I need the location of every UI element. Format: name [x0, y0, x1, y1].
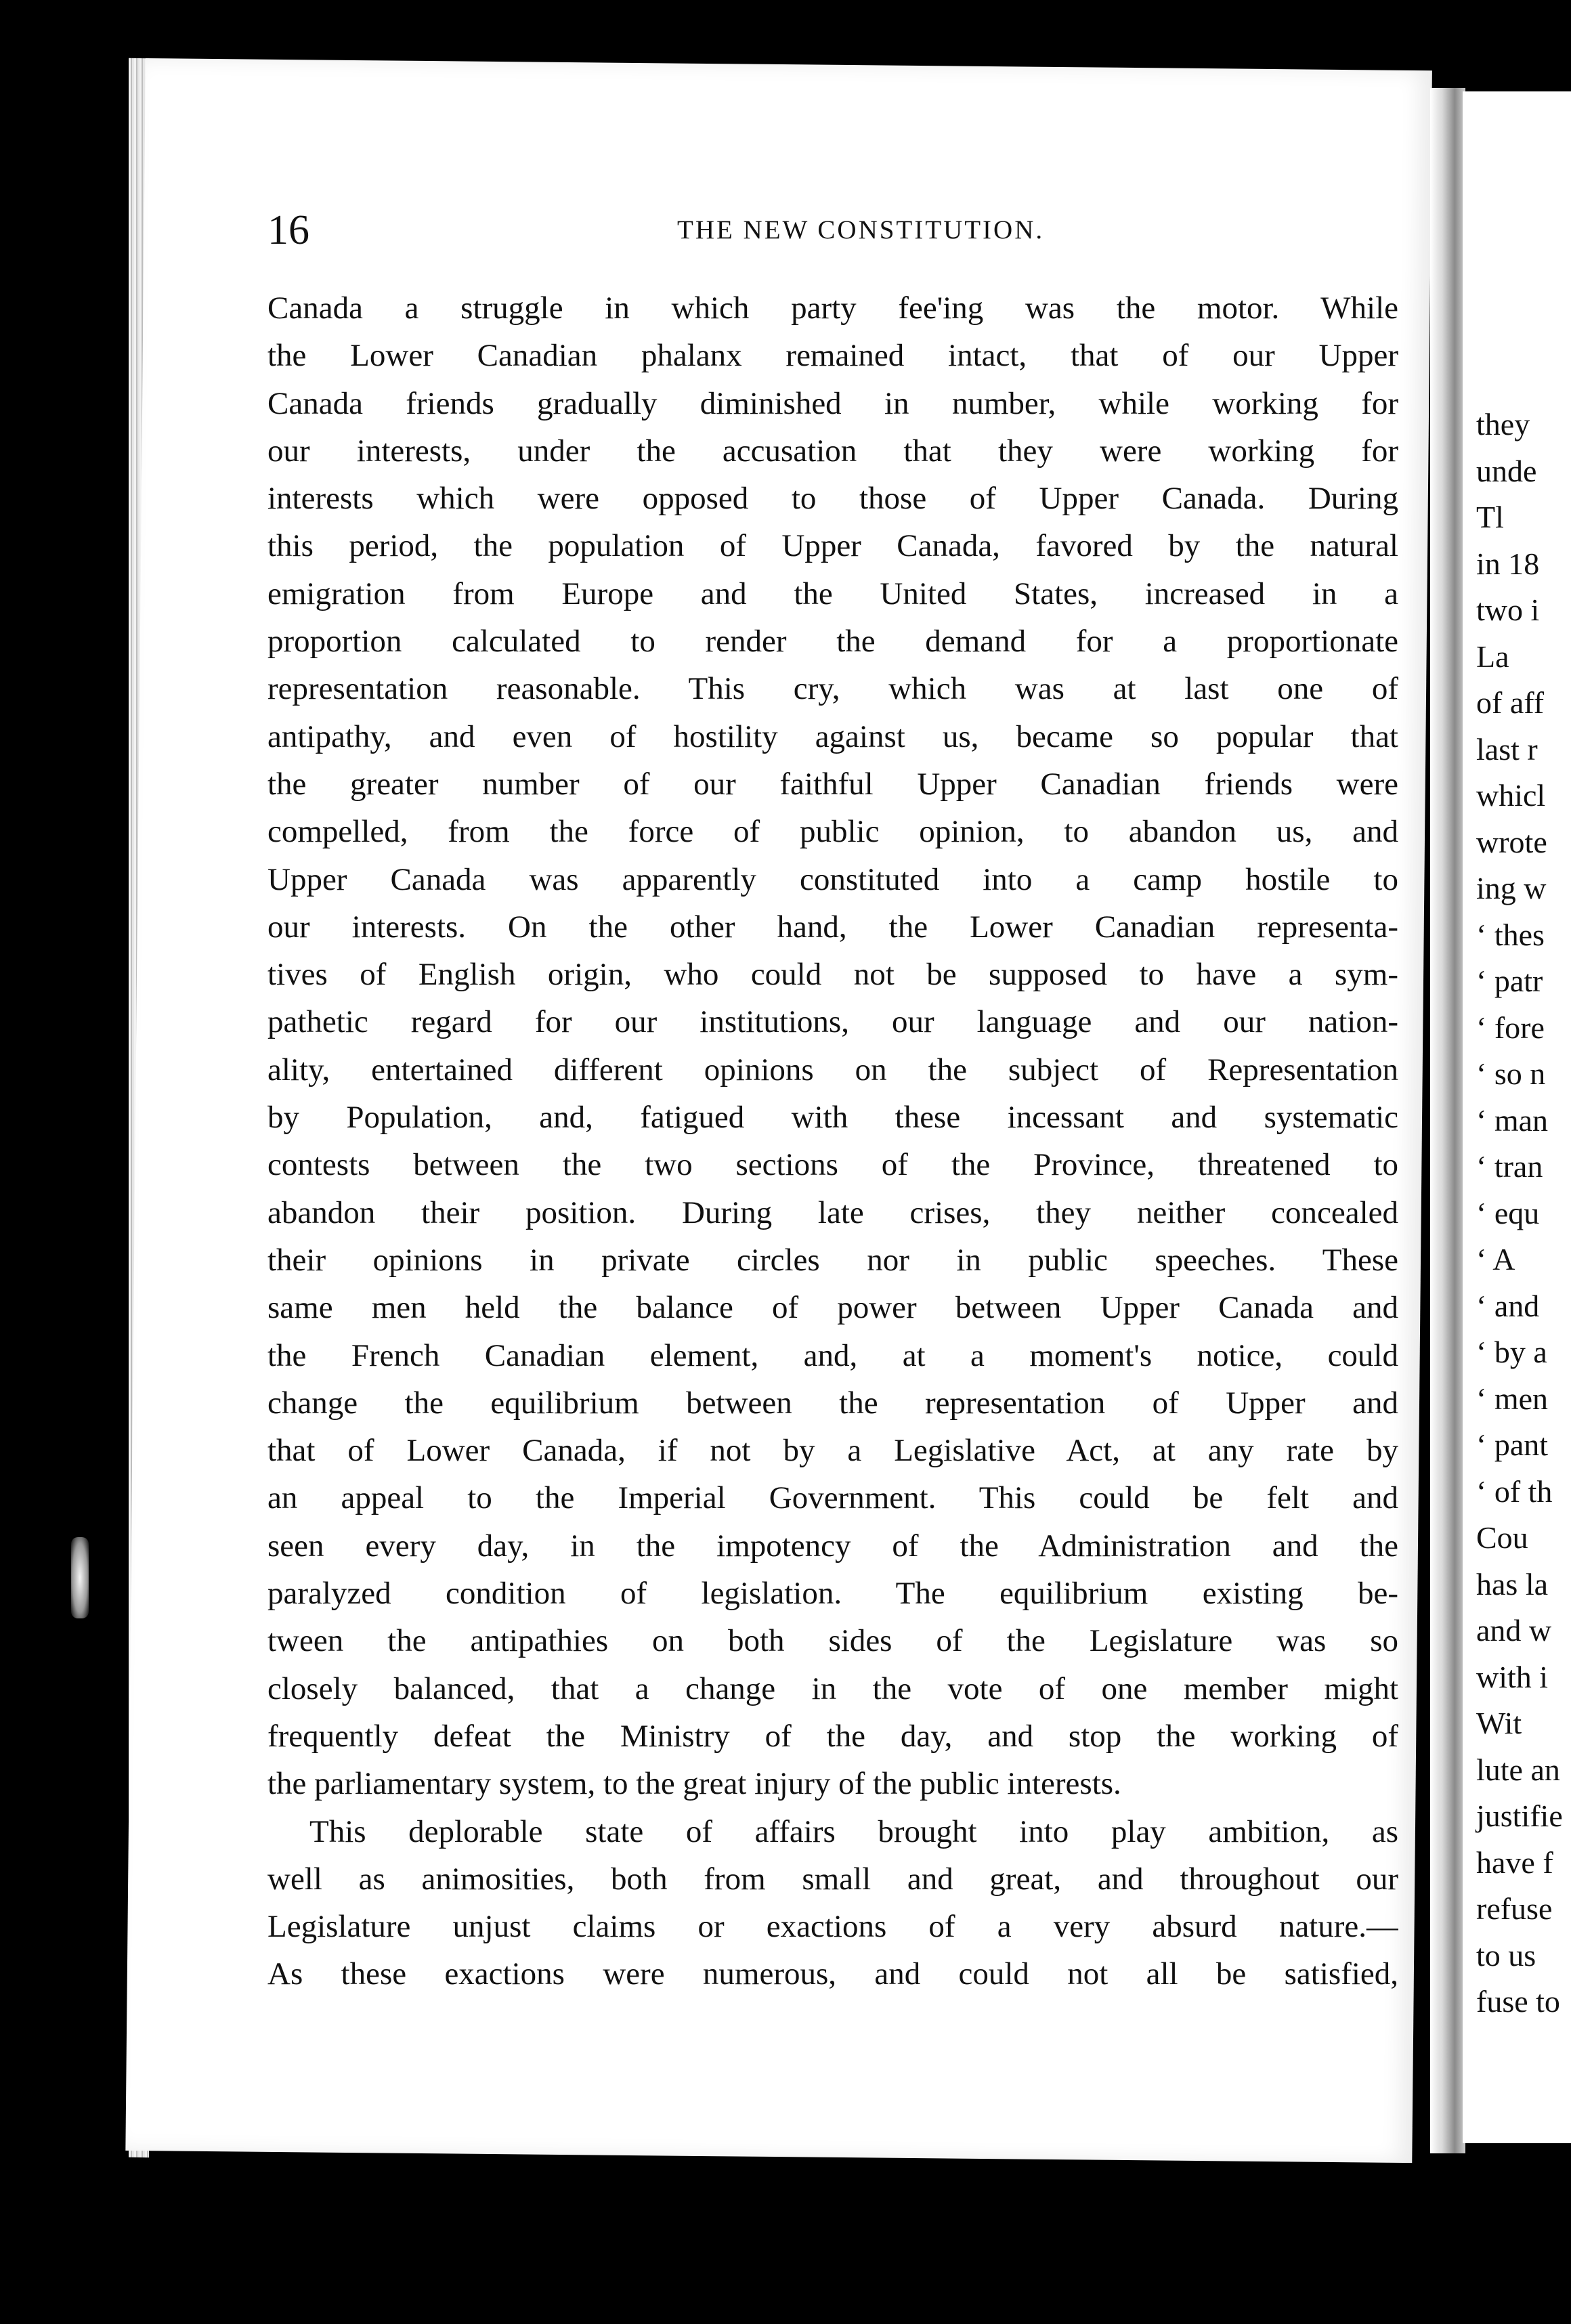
- text-line: ality, entertained different opinions on the subject of Representation: [267, 1052, 1398, 1088]
- text-line: Legislature unjust claims or exactions of a very absurd nature.—: [267, 1909, 1398, 1945]
- facing-page-line: justifie: [1476, 1799, 1563, 1833]
- text-line: that of Lower Canada, if not by a Legislative Act, at any rate by: [267, 1433, 1398, 1469]
- text-line: the greater number of our faithful Upper Canadian friends were: [267, 766, 1398, 802]
- text-line: Upper Canada was apparently constituted into a camp hostile to: [267, 861, 1398, 897]
- facing-page-line: La: [1476, 639, 1509, 674]
- text-line: change the equilibrium between the representation of Upper and: [267, 1385, 1398, 1421]
- text-line: the Lower Canadian phalanx remained intact, that of our Upper: [267, 338, 1398, 374]
- facing-page-line: ‘ man: [1476, 1102, 1549, 1138]
- facing-page-line: ‘ equ: [1476, 1195, 1540, 1230]
- facing-page-line: wrote: [1476, 824, 1547, 859]
- facing-page-line: two i: [1476, 593, 1540, 627]
- facing-page-line: Cou: [1476, 1520, 1528, 1555]
- facing-page-line: they: [1476, 407, 1530, 442]
- text-line: paralyzed condition of legislation. The equilibrium existing be-: [267, 1576, 1398, 1612]
- text-line: an appeal to the Imperial Government. This could be felt and: [267, 1480, 1398, 1516]
- facing-page: [1463, 91, 1571, 2143]
- facing-page-line: ‘ patr: [1476, 964, 1543, 998]
- book-gutter: [1430, 88, 1465, 2153]
- facing-page-line: ‘ by a: [1476, 1335, 1547, 1369]
- facing-page-line: ing w: [1476, 871, 1547, 905]
- facing-page-line: ‘ and: [1476, 1288, 1540, 1323]
- facing-page-line: have f: [1476, 1845, 1553, 1880]
- facing-page-line: and w: [1476, 1613, 1552, 1648]
- page-title: THE NEW CONSTITUTION.: [677, 215, 1045, 244]
- facing-page-line: ‘ of th: [1476, 1473, 1553, 1509]
- facing-page-line: in 18: [1476, 546, 1540, 581]
- facing-page-line: ‘ A: [1476, 1242, 1515, 1276]
- text-line: pathetic regard for our institutions, our language and our nation-: [267, 1004, 1398, 1040]
- facing-page-line: of aff: [1476, 685, 1545, 720]
- text-line: antipathy, and even of hostility against us, became so popular that: [267, 718, 1398, 754]
- facing-page-line: ‘ tran: [1476, 1149, 1543, 1184]
- text-line: by Population, and, fatigued with these incessant and systematic: [267, 1100, 1398, 1136]
- facing-page-line: unde: [1476, 453, 1537, 488]
- text-line: tween the antipathies on both sides of the Legislature was so: [267, 1623, 1398, 1659]
- text-line: the French Canadian element, and, at a moment's notice, could: [267, 1337, 1398, 1373]
- facing-page-line: refuse: [1476, 1891, 1553, 1926]
- facing-page-line: fuse to: [1476, 1984, 1560, 2019]
- running-head: [267, 203, 1419, 257]
- text-line: their opinions in private circles nor in public speeches. These: [267, 1242, 1398, 1278]
- text-line: seen every day, in the impotency of the Administration and the: [267, 1528, 1398, 1564]
- facing-page-line: whicl: [1476, 778, 1546, 813]
- text-line: closely balanced, that a change in the vote of one member might: [267, 1671, 1398, 1706]
- text-line: Canada friends gradually diminished in number, while working for: [267, 385, 1398, 421]
- body-text: [267, 284, 1398, 1998]
- binding-clip: [71, 1537, 89, 1618]
- text-line: interests which were opposed to those of Upper Canada. During: [267, 481, 1398, 517]
- text-line: contests between the two sections of the Province, threatened to: [267, 1147, 1398, 1183]
- text-line: Canada a struggle in which party fee'ing was the motor. While: [267, 290, 1398, 326]
- facing-page-line: Wit: [1476, 1706, 1522, 1740]
- text-line: our interests, under the accusation that they were working for: [267, 433, 1398, 469]
- text-line: frequently defeat the Ministry of the day, and stop the working of: [267, 1718, 1398, 1754]
- facing-page-line: ‘ thes: [1476, 917, 1545, 952]
- page-number: 16: [267, 207, 309, 253]
- facing-page-line: to us: [1476, 1937, 1536, 1973]
- text-line: our interests. On the other hand, the Lower Canadian representa-: [267, 909, 1398, 945]
- text-line: the parliamentary system, to the great injury of the public interests.: [267, 1766, 1121, 1802]
- text-line: tives of English origin, who could not be supposed to have a sym-: [267, 957, 1398, 993]
- facing-page-line: ‘ men: [1476, 1381, 1549, 1416]
- text-line: representation reasonable. This cry, which was at last one of: [267, 671, 1398, 707]
- text-line: As these exactions were numerous, and could not all be satisfied,: [267, 1956, 1398, 1992]
- text-line: This deplorable state of affairs brought into play ambition, as: [309, 1813, 1398, 1849]
- facing-page-line: ‘ fore: [1476, 1010, 1545, 1045]
- text-line: same men held the balance of power between Upper Canada and: [267, 1290, 1398, 1326]
- facing-page-line: ‘ pant: [1476, 1427, 1549, 1462]
- facing-page-text: [1476, 402, 1571, 2025]
- text-line: proportion calculated to render the demand for a proportionate: [267, 624, 1398, 660]
- text-line: compelled, from the force of public opinion, to abandon us, and: [267, 814, 1398, 850]
- text-line: well as animosities, both from small and great, and throughout our: [267, 1861, 1398, 1897]
- facing-page-line: Tl: [1476, 500, 1504, 534]
- text-line: emigration from Europe and the United States, increased in a: [267, 576, 1398, 611]
- text-line: this period, the population of Upper Canada, favored by the natural: [267, 528, 1398, 564]
- facing-page-line: with i: [1476, 1659, 1549, 1694]
- facing-page-line: has la: [1476, 1566, 1549, 1601]
- facing-page-line: ‘ so n: [1476, 1056, 1546, 1091]
- facing-page-line: lute an: [1476, 1752, 1560, 1787]
- text-line: abandon their position. During late crises, they neither concealed: [267, 1195, 1398, 1230]
- facing-page-line: last r: [1476, 731, 1538, 767]
